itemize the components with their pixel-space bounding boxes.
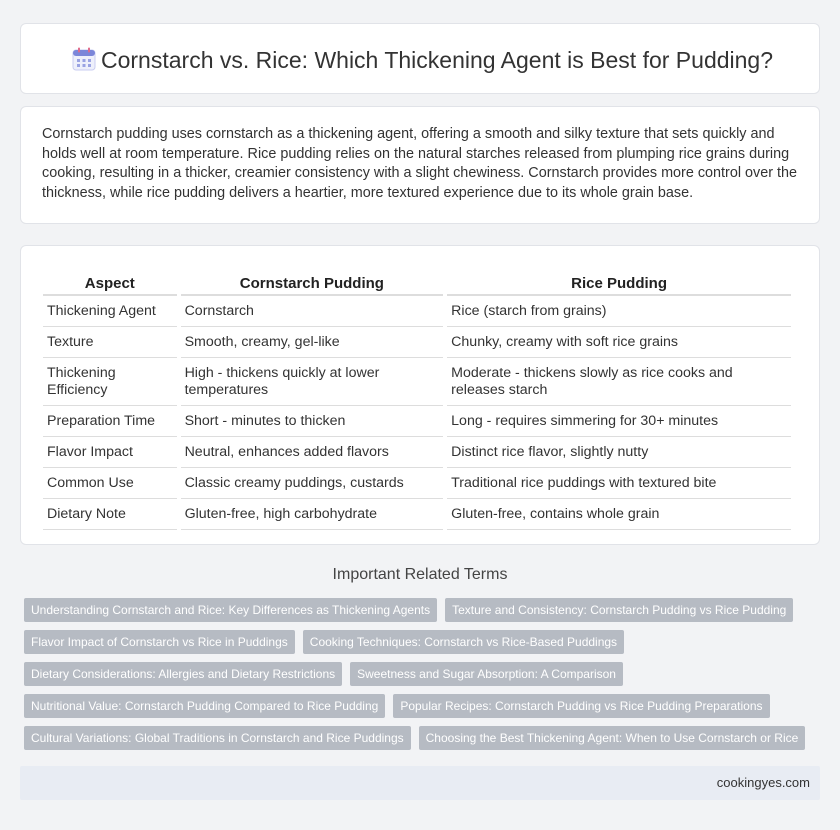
table-cell: Dietary Note	[43, 499, 177, 530]
related-term-tag[interactable]: Cooking Techniques: Cornstarch vs Rice-Based Puddings	[303, 630, 624, 654]
table-cell: Cornstarch	[181, 296, 444, 327]
table-cell: Texture	[43, 327, 177, 358]
table-cell: Thickening Agent	[43, 296, 177, 327]
table-cell: Neutral, enhances added flavors	[181, 437, 444, 468]
intro-text: Cornstarch pudding uses cornstarch as a thickening agent, offering a smooth and silky texture that sets quickly and holds well at room temperature. Rice pudding relies on the natural starches released from plumping rice grains during cooking, resulting in a thicker, creamier consistency with a slight chewiness. Cornstarch provides more control over the thickness, while rice pudding delivers a heartier, more textured experience due to its whole grain base.	[42, 126, 798, 201]
table-cell: Short - minutes to thicken	[181, 406, 444, 437]
table-cell: Gluten-free, high carbohydrate	[181, 499, 444, 530]
column-header: Cornstarch Pudding	[181, 266, 444, 296]
table-cell: Flavor Impact	[43, 437, 177, 468]
table-cell: Preparation Time	[43, 406, 177, 437]
related-term-tag[interactable]: Sweetness and Sugar Absorption: A Comparison	[350, 662, 623, 686]
table-row	[43, 499, 791, 530]
table-row	[43, 468, 791, 499]
table-row	[43, 296, 791, 327]
related-terms-tags	[24, 598, 824, 758]
tag-row	[24, 662, 824, 686]
related-term-tag[interactable]: Dietary Considerations: Allergies and Dietary Restrictions	[24, 662, 342, 686]
page-title: Cornstarch vs. Rice: Which Thickening Agent is Best for Pudding?	[101, 47, 774, 73]
intro-card	[20, 106, 820, 224]
table-cell: Moderate - thickens slowly as rice cooks and releases starch	[447, 358, 791, 406]
footer	[20, 766, 820, 800]
table-cell: Chunky, creamy with soft rice grains	[447, 327, 791, 358]
column-header: Rice Pudding	[447, 266, 791, 296]
comparison-table	[39, 266, 795, 530]
calendar-icon	[71, 46, 97, 72]
table-cell: Classic creamy puddings, custards	[181, 468, 444, 499]
table-cell: Thickening Efficiency	[43, 358, 177, 406]
tag-row	[24, 694, 824, 718]
related-term-tag[interactable]: Texture and Consistency: Cornstarch Pudding vs Rice Pudding	[445, 598, 793, 622]
related-term-tag[interactable]: Cultural Variations: Global Traditions in Cornstarch and Rice Puddings	[24, 726, 411, 750]
table-header-row	[43, 266, 791, 296]
table-cell: Gluten-free, contains whole grain	[447, 499, 791, 530]
table-cell: High - thickens quickly at lower temperatures	[181, 358, 444, 406]
tag-row	[24, 630, 824, 654]
table-row	[43, 327, 791, 358]
related-term-tag[interactable]: Understanding Cornstarch and Rice: Key Differences as Thickening Agents	[24, 598, 437, 622]
related-term-tag[interactable]: Popular Recipes: Cornstarch Pudding vs Rice Pudding Preparations	[393, 694, 769, 718]
column-header: Aspect	[43, 266, 177, 296]
footer-site-link[interactable]: cookingyes.com	[716, 775, 810, 790]
header-card	[20, 23, 820, 94]
table-row	[43, 406, 791, 437]
table-cell: Smooth, creamy, gel-like	[181, 327, 444, 358]
comparison-table-card	[20, 245, 820, 545]
table-row	[43, 437, 791, 468]
related-term-tag[interactable]: Nutritional Value: Cornstarch Pudding Compared to Rice Pudding	[24, 694, 385, 718]
table-cell: Distinct rice flavor, slightly nutty	[447, 437, 791, 468]
tag-row	[24, 598, 824, 622]
related-terms-title: Important Related Terms	[332, 566, 508, 583]
table-cell: Common Use	[43, 468, 177, 499]
table-row	[43, 358, 791, 406]
table-cell: Traditional rice puddings with textured bite	[447, 468, 791, 499]
table-cell: Long - requires simmering for 30+ minutes	[447, 406, 791, 437]
related-term-tag[interactable]: Flavor Impact of Cornstarch vs Rice in Puddings	[24, 630, 295, 654]
related-term-tag[interactable]: Choosing the Best Thickening Agent: When to Use Cornstarch or Rice	[419, 726, 806, 750]
table-cell: Rice (starch from grains)	[447, 296, 791, 327]
tag-row	[24, 726, 824, 750]
